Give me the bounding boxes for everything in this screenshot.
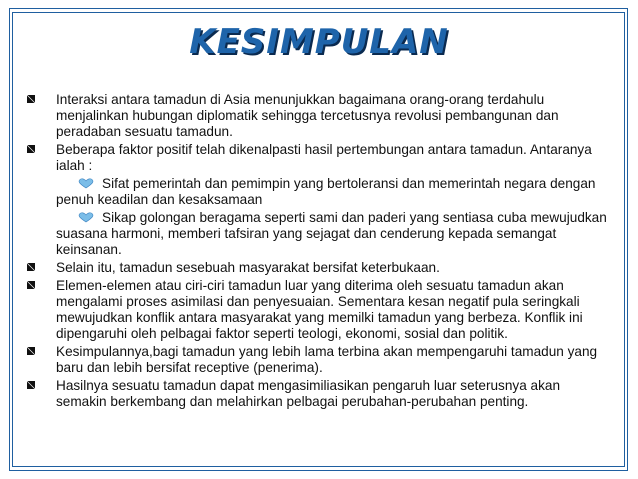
sub-item-2 [26,210,614,258]
bullet-item-5 [26,344,614,376]
bullet-item-6 [26,378,614,410]
square-bullet-icon [26,94,36,104]
square-bullet-icon [26,280,36,290]
square-bullet-icon [26,346,36,356]
square-bullet-icon [26,380,36,390]
bullet-text: Elemen-elemen atau ciri-ciri tamadun luar yang diterima oleh sesuatu tamadun akan mengalami proses asimilasi dan penyesuaian. Sementara kesan negatif pula seringkali mewujudkan konflik antara masyarakat yang memilki tamadun yang berbeza. Konflik ini dipengaruhi oleh pelbagai faktor seperti teologi, ekonomi, sosial dan politik. [56,278,583,341]
bullet-text: Interaksi antara tamadun di Asia menunjukkan bagaimana orang-orang terdahulu menjalinkan hubungan diplomatik sehingga tercetusnya revolusi pembangunan dan peradaban sesuatu tamadun. [56,92,559,139]
bullet-text: Selain itu, tamadun sesebuah masyarakat bersifat keterbukaan. [56,260,440,275]
heart-bullet-icon [78,211,94,222]
bullet-item-1 [26,92,614,140]
bullet-item-2 [26,142,614,174]
slide-body [26,92,614,412]
square-bullet-icon [26,262,36,272]
bullet-text: Kesimpulannya,bagi tamadun yang lebih lama terbina akan mempengaruhi tamadun yang baru dan lebih bersifat receptive (penerima). [56,344,598,375]
sub-item-text: Sifat pemerintah dan pemimpin yang bertoleransi dan memerintah negara dengan penuh keadilan dan kesaksamaan [56,176,596,207]
bullet-item-4 [26,278,614,342]
slide-title: KESIMPULAN [189,22,449,62]
sub-item-1 [26,176,614,208]
square-bullet-icon [26,144,36,154]
heart-bullet-icon [78,177,94,188]
bullet-text: Beberapa faktor positif telah dikenalpasti hasil pertembungan antara tamadun. Antaranya ialah : [56,142,592,173]
sub-item-text: Sikap golongan beragama seperti sami dan paderi yang sentiasa cuba mewujudkan suasana harmoni, memberi tafsiran yang sejagat dan cenderung kepada semangat keinsanan. [56,210,607,257]
bullet-item-3 [26,260,614,276]
bullet-text: Hasilnya sesuatu tamadun dapat mengasimiliasikan pengaruh luar seterusnya akan semakin berkembang dan melahirkan pelbagai perubahan-perubahan penting. [56,378,561,409]
